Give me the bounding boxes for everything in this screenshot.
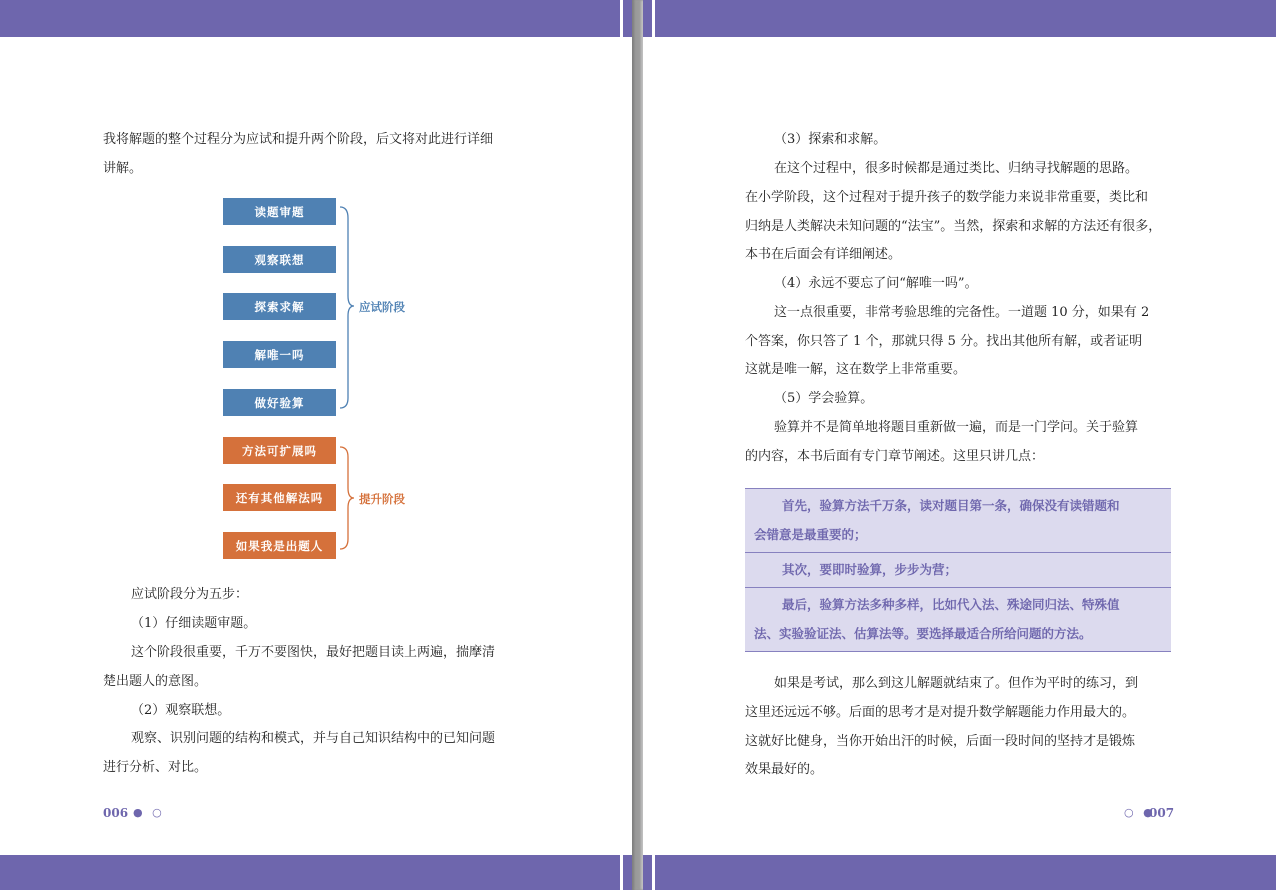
step-box-observe: 观察联想 [223,246,336,273]
paragraph-step-1-line-1: 这个阶段很重要，千万不要图快，最好把题目读上两遍，揣摩清 [131,645,496,660]
heading-step-4: （4）永远不要忘了问“解唯一吗”。 [774,276,978,291]
paragraph-step-4-line-1: 这一点很重要，非常考验思维的完备性。一道题 10 分，如果有 2 [774,305,1150,320]
bottom-band-left-edge [623,855,632,890]
paragraph-step-2-line-1: 观察、识别问题的结构和模式，并与自己知识结构中的已知问题 [131,731,496,746]
step-box-other-methods: 还有其他解法吗 [223,484,336,511]
verification-tips-table [745,488,1171,652]
paragraph-exam-intro: 应试阶段分为五步： [131,587,249,602]
step-box-read: 读题审题 [223,198,336,225]
bottom-band-right-edge [643,855,652,890]
paragraph-step-5-line-2: 的内容，本书后面有专门章节阐述。这里只讲几点： [745,449,1045,464]
page-dots-right: ○ ● [1124,806,1156,819]
step-box-unique: 解唯一吗 [223,341,336,368]
top-band-right [655,0,1276,37]
page-gutter [632,0,643,890]
intro-line-1: 我将解题的整个过程分为应试和提升两个阶段，后文将对此进行详细 [103,132,494,147]
page-dots-left: ● ○ [133,806,165,819]
step-box-setter: 如果我是出题人 [223,532,336,559]
tip-second-line-1: 其次，要即时验算，步步为营； [782,562,958,577]
page-number-left: 006 [103,806,129,820]
paragraph-conclusion-line-2: 这里还远远不够。后面的思考才是对提升数学解题能力作用最大的。 [745,705,1136,720]
paragraph-step-5-line-1: 验算并不是简单地将题目重新做一遍，而是一门学问。关于验算 [774,420,1139,435]
bottom-band-right [655,855,1276,890]
step-box-explore: 探索求解 [223,293,336,320]
tip-row-second [745,553,1171,588]
paragraph-step-3-line-2: 在小学阶段，这个过程对于提升孩子的数学能力来说非常重要，类比和 [745,190,1149,205]
paragraph-conclusion-line-3: 这就好比健身，当你开始出汗的时候，后面一段时间的坚持才是锻炼 [745,734,1136,749]
heading-step-1: （1）仔细读题审题。 [131,616,257,631]
paragraph-conclusion-line-1: 如果是考试，那么到这儿解题就结束了。但作为平时的练习，到 [774,676,1139,691]
tip-third-line-1: 最后，验算方法多种多样，比如代入法、殊途同归法、特殊值 [782,597,1120,612]
paragraph-step-3-line-4: 本书在后面会有详细阐述。 [745,247,902,262]
tip-third-line-2: 法、实验验证法、估算法等。要选择最适合所给问题的方法。 [754,626,1092,641]
top-band-left-edge [623,0,632,37]
page-number-right: 007 [1149,806,1175,820]
paragraph-conclusion-line-4: 效果最好的。 [745,762,824,777]
tip-row-third [745,588,1171,651]
paragraph-step-3-line-1: 在这个过程中，很多时候都是通过类比、归纳寻找解题的思路。 [774,161,1139,176]
top-band-left [0,0,620,37]
paragraph-step-4-line-3: 这就是唯一解，这在数学上非常重要。 [745,362,967,377]
improve-stage-label: 提升阶段 [359,492,405,506]
top-band-right-edge [643,0,652,37]
tip-first-line-2: 会错意是最重要的； [754,527,867,542]
step-box-check: 做好验算 [223,389,336,416]
paragraph-step-3-line-3: 归纳是人类解决未知问题的“法宝”。当然，探索和求解的方法还有很多， [745,219,1162,234]
paragraph-step-2-line-2: 进行分析、对比。 [103,760,208,775]
step-box-extend: 方法可扩展吗 [223,437,336,464]
heading-step-5: （5）学会验算。 [774,391,874,406]
paragraph-step-1-line-2: 楚出题人的意图。 [103,674,208,689]
exam-stage-label: 应试阶段 [359,300,405,314]
paragraph-step-4-line-2: 个答案，你只答了 1 个，那就只得 5 分。找出其他所有解，或者证明 [745,334,1143,349]
tip-row-first [745,489,1171,553]
intro-line-2: 讲解。 [103,161,143,176]
heading-step-2: （2）观察联想。 [131,703,231,718]
exam-brace [340,207,354,408]
improve-brace [340,447,354,549]
heading-step-3: （3）探索和求解。 [774,132,887,147]
bottom-band-left [0,855,620,890]
tip-first-line-1: 首先，验算方法千万条，读对题目第一条，确保没有读错题和 [782,498,1120,513]
